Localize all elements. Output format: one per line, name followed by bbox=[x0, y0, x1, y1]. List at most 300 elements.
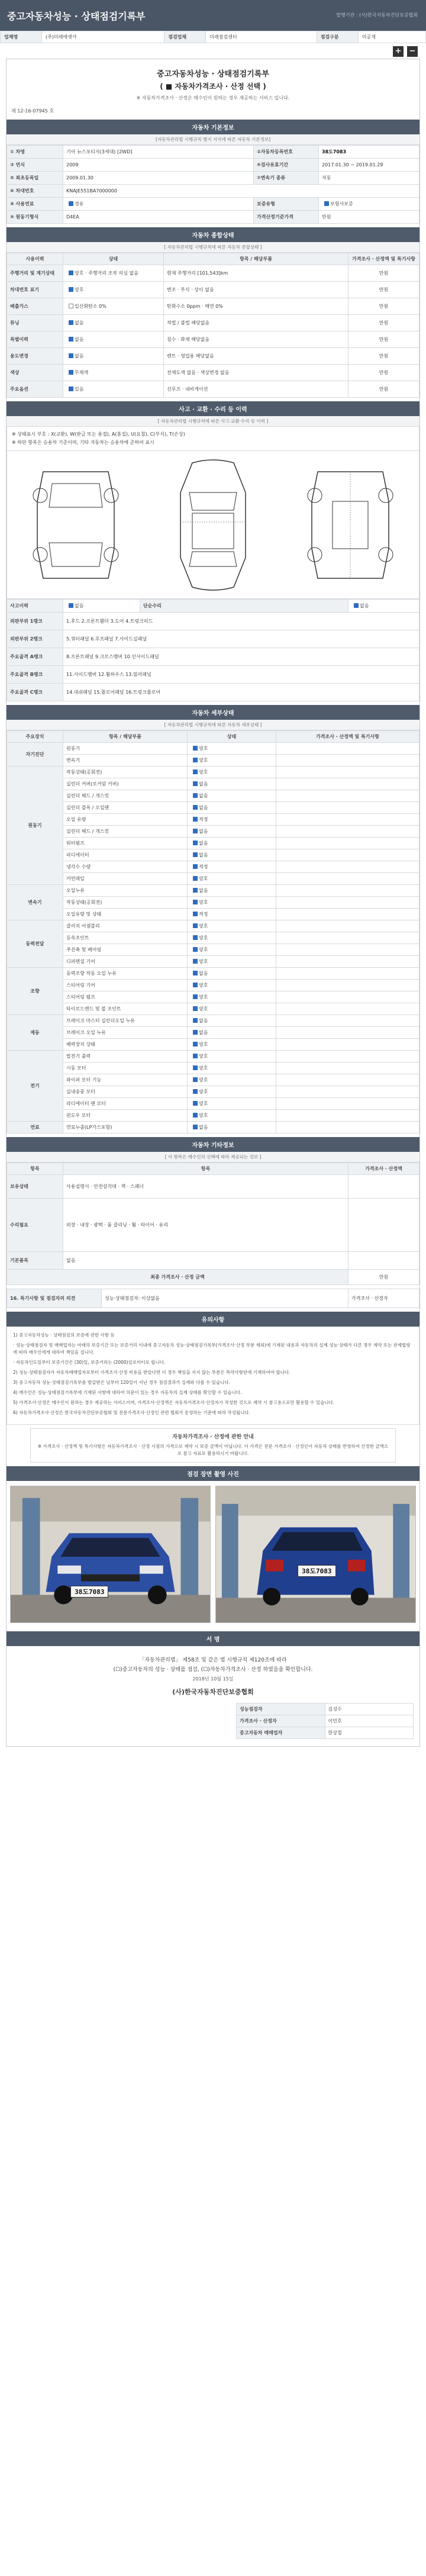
price-guide-title: 자동차가격조사 · 산정에 관한 안내 bbox=[172, 1434, 254, 1440]
rank-items: 11.사이드멤버 12.휠하우스 13.필러패널 bbox=[63, 666, 419, 684]
notice-paragraph: 4) 매수인은 성능·상태점검기록부에 기재된 사항에 대하여 의문이 있는 경우 자동차의 실제 상태를 확인할 수 있습니다. bbox=[13, 1390, 242, 1395]
detail-state bbox=[188, 932, 276, 944]
rank-label: 외판부위 1랭크 bbox=[7, 613, 63, 630]
detail-item: 연료누출(LP가스포함) bbox=[63, 1122, 188, 1134]
basic-row-value: KNAJE551BA7000000 bbox=[63, 185, 419, 198]
col-main: 주요장치 bbox=[7, 731, 63, 743]
col-item: 항목 bbox=[63, 1163, 348, 1175]
detail-state-text: 없음 bbox=[199, 829, 208, 834]
state-text: 없음 bbox=[75, 337, 84, 342]
accident-subheading: [ 자동차관리법 시행규칙에 따른 사고·교환·수리 등 이력 ] bbox=[7, 416, 419, 427]
checkbox-icon bbox=[193, 1042, 198, 1046]
detail-state bbox=[188, 861, 276, 873]
state-row-price: 만원 bbox=[348, 282, 419, 298]
detail-state bbox=[188, 920, 276, 932]
detail-item: 냉각수 수량 bbox=[63, 861, 188, 873]
state-row-price: 만원 bbox=[348, 381, 419, 398]
detail-state bbox=[188, 991, 276, 1003]
detail-group-label: 제동 bbox=[7, 1015, 63, 1051]
detail-state-text: 적정 bbox=[199, 817, 208, 822]
checkbox-icon bbox=[69, 320, 73, 325]
detail-state bbox=[188, 802, 276, 814]
detail-row bbox=[7, 778, 419, 790]
dealer-label: 업체명 bbox=[1, 31, 42, 43]
detail-item: 와이퍼 모터 기능 bbox=[63, 1074, 188, 1086]
checkbox-icon bbox=[193, 864, 198, 869]
basic-row-value: D4EA bbox=[63, 211, 254, 224]
detail-state-text: 양호 bbox=[199, 1089, 208, 1094]
state-row-label: 용도변경 bbox=[7, 348, 63, 365]
rank-items: 5.쿼터패널 6.루프패널 7.사이드실패널 bbox=[63, 630, 419, 648]
detail-price bbox=[276, 755, 419, 767]
state-row-memo: 선루프 · 내비게이션 bbox=[164, 381, 348, 398]
detail-price bbox=[276, 802, 419, 814]
state-row-memo: 현재 주행거리 [101,543]km bbox=[164, 265, 348, 282]
car-right-side-diagram bbox=[300, 460, 401, 590]
checkbox-icon bbox=[69, 353, 73, 358]
detail-row bbox=[7, 1110, 419, 1122]
checkbox-icon bbox=[193, 888, 198, 893]
checkbox-icon bbox=[193, 781, 198, 786]
detail-state bbox=[188, 1003, 276, 1015]
detail-item: 변속기 bbox=[63, 755, 188, 767]
detail-item: 라디에이터 팬 모터 bbox=[63, 1098, 188, 1110]
detail-row bbox=[7, 790, 419, 802]
checkbox-icon bbox=[193, 746, 198, 751]
detail-state-text: 양호 bbox=[199, 1054, 208, 1059]
detail-state-text: 양호 bbox=[199, 947, 208, 952]
form-subtitle: ( ■ 자동차가격조사 · 산정 선택 ) bbox=[160, 82, 266, 91]
detail-state-text: 없음 bbox=[199, 1125, 208, 1130]
detail-item: 작동상태(공회전) bbox=[63, 767, 188, 778]
signer-label: 중고자동차 매매업자 bbox=[237, 1727, 325, 1739]
detail-row bbox=[7, 849, 419, 861]
inspector-value: 미래점검센터 bbox=[206, 31, 317, 43]
detail-state bbox=[188, 1122, 276, 1134]
checkbox-icon bbox=[69, 387, 73, 391]
detail-row bbox=[7, 861, 419, 873]
col-item: 항목 / 해당부품 bbox=[164, 253, 348, 265]
accident-value bbox=[63, 600, 140, 613]
detail-row bbox=[7, 932, 419, 944]
detail-state bbox=[188, 980, 276, 991]
detail-price bbox=[276, 1051, 419, 1062]
detail-row bbox=[7, 802, 419, 814]
detail-state-text: 양호 bbox=[199, 983, 208, 988]
detail-row bbox=[7, 767, 419, 778]
basic-row-value: 2009 bbox=[63, 159, 254, 172]
col-price: 가격조사 · 산정액 bbox=[348, 1163, 419, 1175]
detail-row bbox=[7, 909, 419, 920]
status-label: 점검구분 bbox=[317, 31, 358, 43]
detail-row bbox=[7, 838, 419, 849]
checkbox-icon bbox=[193, 841, 198, 845]
rank-label: 외판부위 2랭크 bbox=[7, 630, 63, 648]
detail-price bbox=[276, 885, 419, 897]
extra-row-label: 기본품목 bbox=[7, 1252, 63, 1270]
checkbox-icon bbox=[69, 201, 73, 206]
zoom-out-button[interactable]: − bbox=[407, 46, 418, 57]
detail-state bbox=[188, 814, 276, 826]
detail-table bbox=[7, 730, 419, 1134]
detail-price bbox=[276, 873, 419, 885]
state-row-label: 배출가스 bbox=[7, 298, 63, 315]
notice-paragraph: 2) 성능·상태점검자가 자동차매매업자로부터 가격조사·산정 비용을 받았다면 이 경우 책임을 지지 않는 부분은 특약사항란에 기재하여야 합니다. bbox=[13, 1370, 291, 1375]
car-left-side-diagram bbox=[25, 460, 126, 590]
detail-row bbox=[7, 1074, 419, 1086]
state-row-memo: 전체도색 없음 · 색상변경 없음 bbox=[164, 365, 348, 381]
detail-item: 스티어링 기어 bbox=[63, 980, 188, 991]
checkbox-icon bbox=[193, 852, 198, 857]
checkbox-icon bbox=[193, 900, 198, 904]
detail-state bbox=[188, 956, 276, 968]
state-row-price: 만원 bbox=[348, 298, 419, 315]
detail-price bbox=[276, 849, 419, 861]
detail-state bbox=[188, 909, 276, 920]
checkbox-icon bbox=[193, 994, 198, 999]
checkbox-icon bbox=[193, 1006, 198, 1011]
detail-item: 추진축 및 베어링 bbox=[63, 944, 188, 956]
state-row-label: 색상 bbox=[7, 365, 63, 381]
detail-price bbox=[276, 767, 419, 778]
basic-info-table bbox=[7, 145, 419, 224]
detail-state-text: 양호 bbox=[199, 746, 208, 751]
detail-state bbox=[188, 1039, 276, 1051]
banner-title: 중고자동차성능 · 상태점검기록부 bbox=[7, 10, 146, 22]
zoom-controls bbox=[0, 43, 426, 59]
checkbox-icon bbox=[193, 1030, 198, 1035]
state-row-price: 만원 bbox=[348, 331, 419, 348]
basic-row-label: ⑧ 사용연료 bbox=[7, 198, 63, 211]
checkbox-icon bbox=[354, 603, 359, 608]
detail-price bbox=[276, 1039, 419, 1051]
detail-group-label: 자기진단 bbox=[7, 743, 63, 767]
detail-row bbox=[7, 743, 419, 755]
state-row-label: 차대번호 표기 bbox=[7, 282, 63, 298]
detail-price bbox=[276, 814, 419, 826]
sign-heading: 서 명 bbox=[7, 1631, 419, 1646]
detail-item: 오일누유 bbox=[63, 885, 188, 897]
detail-state bbox=[188, 897, 276, 909]
checkbox-icon bbox=[193, 817, 198, 822]
basic-row-label: ②자동차등록번호 bbox=[254, 146, 319, 159]
col-price: 가격조사 · 산정액 및 특기사항 bbox=[276, 731, 419, 743]
detail-price bbox=[276, 1062, 419, 1074]
sign-line: 「자동차관리법」 제58조 및 같은 법 시행규칙 제120조에 따라 bbox=[139, 1657, 287, 1663]
fuel-value: 경유 bbox=[75, 201, 84, 207]
detail-state-text: 양호 bbox=[199, 1113, 208, 1118]
basic-row-label: ③ 연식 bbox=[7, 159, 63, 172]
state-text: 없음 bbox=[75, 353, 84, 359]
detail-row bbox=[7, 873, 419, 885]
basic-row-label: ⑥ 차대번호 bbox=[7, 185, 63, 198]
license-plate-rear: 38도7083 bbox=[298, 1565, 335, 1577]
checkbox-icon bbox=[193, 912, 198, 916]
notice-paragraph: · 자동차인도일부터 보증기간은 (30)일, 보증거리는 (2000)킬로미터로 합니다. bbox=[13, 1360, 166, 1365]
detail-state-text: 양호 bbox=[199, 876, 208, 881]
state-row-memo: 렌트 · 영업용 해당없음 bbox=[164, 348, 348, 365]
photo-heading: 점검 장면 촬영 사진 bbox=[7, 1466, 419, 1481]
detail-row bbox=[7, 944, 419, 956]
detail-item: 원동기 bbox=[63, 743, 188, 755]
basic-row-value bbox=[63, 198, 254, 211]
detail-state bbox=[188, 968, 276, 980]
detail-price bbox=[276, 991, 419, 1003]
checkbox-icon bbox=[69, 271, 73, 275]
detail-price bbox=[276, 826, 419, 838]
state-row-value bbox=[63, 365, 164, 381]
detail-state-text: 양호 bbox=[199, 758, 208, 763]
state-text: 일산화탄소 0% bbox=[75, 304, 106, 309]
detail-row bbox=[7, 1062, 419, 1074]
state-row-value bbox=[63, 348, 164, 365]
signature-block bbox=[7, 1646, 419, 1703]
checkbox-icon bbox=[193, 1125, 198, 1129]
detail-state-text: 양호 bbox=[199, 959, 208, 964]
col-item: 항목 / 해당부품 bbox=[63, 731, 188, 743]
detail-state-text: 없음 bbox=[199, 888, 208, 893]
detail-state bbox=[188, 778, 276, 790]
detail-row bbox=[7, 1003, 419, 1015]
checkbox-icon bbox=[193, 876, 198, 881]
checkbox-icon bbox=[193, 793, 198, 798]
extra-row-price bbox=[348, 1252, 419, 1270]
checkbox-icon bbox=[193, 758, 198, 762]
detail-state-text: 양호 bbox=[199, 1101, 208, 1106]
extra-row-price bbox=[348, 1175, 419, 1199]
detail-state bbox=[188, 1086, 276, 1098]
notice-paragraph: 5) 가격조사·산정은 매수인이 원하는 경우 제공하는 서비스이며, 가격조사·산정액은 자동차가격조사·산정자가 작성한 것으로 계약 시 참고용으로만 활용할 수 있습니다. bbox=[13, 1400, 335, 1405]
rank-label: 주요골격 B랭크 bbox=[7, 666, 63, 684]
detail-row bbox=[7, 991, 419, 1003]
signer-value: 한상철 bbox=[325, 1727, 414, 1739]
detail-price bbox=[276, 790, 419, 802]
notice-heading: 유의사항 bbox=[7, 1312, 419, 1326]
detail-row bbox=[7, 897, 419, 909]
extra-row-label: 보유상태 bbox=[7, 1175, 63, 1199]
detail-state bbox=[188, 1098, 276, 1110]
notice-text bbox=[7, 1326, 419, 1425]
detail-item: 실린더 헤드 / 개스킷 bbox=[63, 826, 188, 838]
banner-notice: 발행기관 : (사)한국자동차진단보증협회 bbox=[336, 12, 418, 18]
form-heading bbox=[7, 59, 419, 106]
notice-paragraph: 3) 중고자동차 성능·상태점검기록부를 발급받은 날부터 120일이 지난 경우 점검결과가 실제와 다를 수 있습니다. bbox=[13, 1380, 230, 1385]
detail-state-text: 양호 bbox=[199, 1077, 208, 1083]
state-row-price: 만원 bbox=[348, 348, 419, 365]
detail-heading: 자동차 세부상태 bbox=[7, 705, 419, 720]
basic-info-heading: 자동차 기본정보 bbox=[7, 120, 419, 134]
photo-row bbox=[7, 1481, 419, 1628]
state-row-memo: 적법 / 불법 해당없음 bbox=[164, 315, 348, 331]
basic-row-value bbox=[319, 198, 419, 211]
detail-row bbox=[7, 826, 419, 838]
detail-price bbox=[276, 968, 419, 980]
extra-row-value: 사용설명서 · 안전삼각대 · 잭 · 스패너 bbox=[63, 1175, 348, 1199]
basic-row-label: ④검사유효기간 bbox=[254, 159, 319, 172]
rank-items: 8.프론트패널 9.크로스멤버 10.인사이드패널 bbox=[63, 648, 419, 666]
checkbox-icon bbox=[193, 971, 198, 975]
zoom-in-button[interactable]: + bbox=[393, 46, 404, 57]
detail-state bbox=[188, 838, 276, 849]
basic-row-label: ⑨ 원동기형식 bbox=[7, 211, 63, 224]
detail-item: 타이로드엔드 및 볼 조인트 bbox=[63, 1003, 188, 1015]
detail-state-text: 양호 bbox=[199, 994, 208, 1000]
checkbox-icon bbox=[193, 1101, 198, 1106]
detail-item: 커먼레일 bbox=[63, 873, 188, 885]
rank-items: 14.대쉬패널 15.플로어패널 16.트렁크플로어 bbox=[63, 684, 419, 701]
detail-row bbox=[7, 968, 419, 980]
detail-state bbox=[188, 755, 276, 767]
detail-price bbox=[276, 897, 419, 909]
detail-item: 실린더 블록 / 오일팬 bbox=[63, 802, 188, 814]
detail-state bbox=[188, 743, 276, 755]
license-plate-front: 38도7083 bbox=[70, 1586, 108, 1598]
detail-item: 배력장치 상태 bbox=[63, 1039, 188, 1051]
checkbox-icon bbox=[193, 829, 198, 833]
detail-row bbox=[7, 885, 419, 897]
extra-row-value: 외장 · 내장 · 광택 · 룸 클리닝 · 휠 · 타이어 · 유리 bbox=[63, 1199, 348, 1252]
detail-price bbox=[276, 1110, 419, 1122]
state-row-value bbox=[63, 381, 164, 398]
note-label: 16. 특기사항 및 점검자의 의견 bbox=[7, 1289, 102, 1308]
checkbox-icon bbox=[193, 935, 198, 940]
detail-row bbox=[7, 814, 419, 826]
checkbox-icon bbox=[69, 603, 73, 608]
price-guide-box bbox=[30, 1428, 396, 1463]
final-price-label: 최종 가격조사 · 산정 금액 bbox=[7, 1270, 348, 1285]
col-state: 상태 bbox=[63, 253, 164, 265]
detail-price bbox=[276, 838, 419, 849]
checkbox-icon bbox=[193, 1065, 198, 1070]
top-banner bbox=[0, 0, 426, 31]
car-rear-photo bbox=[215, 1486, 416, 1623]
state-row-price: 만원 bbox=[348, 265, 419, 282]
detail-group-label: 연료 bbox=[7, 1122, 63, 1134]
detail-price bbox=[276, 861, 419, 873]
checkbox-icon bbox=[69, 337, 73, 342]
detail-price bbox=[276, 1027, 419, 1039]
detail-row bbox=[7, 755, 419, 767]
detail-price bbox=[276, 956, 419, 968]
detail-item: 브레이크 오일 누유 bbox=[63, 1027, 188, 1039]
checkbox-icon bbox=[193, 1054, 198, 1058]
car-top-diagram bbox=[163, 457, 263, 593]
detail-item: 실린더 헤드 / 개스킷 bbox=[63, 790, 188, 802]
checkbox-icon bbox=[69, 304, 73, 308]
sign-organization: (사)한국자동차진단보증협회 bbox=[172, 1688, 254, 1696]
repair-value bbox=[348, 600, 419, 613]
detail-item: 동력조향 작동 오일 누유 bbox=[63, 968, 188, 980]
detail-row bbox=[7, 980, 419, 991]
state-text: 양호 · 주행거리 조작 의심 없음 bbox=[75, 271, 138, 276]
detail-group-label: 동력전달 bbox=[7, 920, 63, 968]
detail-price bbox=[276, 1074, 419, 1086]
checkbox-icon bbox=[193, 1089, 198, 1094]
state-row-label: 튜닝 bbox=[7, 315, 63, 331]
detail-price bbox=[276, 743, 419, 755]
extra-info-subheading: [ 이 항목은 매수인의 선택에 따라 제공되는 정보 ] bbox=[7, 1152, 419, 1163]
detail-state bbox=[188, 849, 276, 861]
detail-state-text: 없음 bbox=[199, 1030, 208, 1035]
detail-price bbox=[276, 932, 419, 944]
detail-price bbox=[276, 1086, 419, 1098]
checkbox-icon bbox=[193, 1018, 198, 1023]
detail-item: 실린더 커버(로커암 커버) bbox=[63, 778, 188, 790]
legend-line: ※ 상태표시 부호 : X(교환), W(판금 또는 용접), A(흠집), U(요철), C(부식), T(손상) bbox=[12, 432, 185, 437]
detail-price bbox=[276, 778, 419, 790]
checkbox-icon bbox=[193, 1077, 198, 1082]
header-info-table bbox=[0, 31, 426, 43]
detail-item: 스티어링 펌프 bbox=[63, 991, 188, 1003]
extra-info-table bbox=[7, 1163, 419, 1285]
detail-item: 디퍼렌셜 기어 bbox=[63, 956, 188, 968]
detail-state bbox=[188, 1062, 276, 1074]
detail-group-label: 조향 bbox=[7, 968, 63, 1015]
detail-item: 시동 모터 bbox=[63, 1062, 188, 1074]
detail-item: 발전기 출력 bbox=[63, 1051, 188, 1062]
notice-paragraph: 1) 중고자동차성능 · 상태점검의 보증에 관한 사항 등 bbox=[13, 1332, 115, 1338]
checkbox-icon bbox=[193, 805, 198, 810]
detail-state-text: 양호 bbox=[199, 1042, 208, 1047]
basic-info-subheading: [자동차관리법 시행규칙 별지 서식에 따른 자동차 기본정보] bbox=[7, 134, 419, 145]
sign-line: (☐)중고자동차의 성능 · 상태를 점검, (☐)자동차가격조사 · 산정 하였음을 확인합니다. bbox=[113, 1667, 313, 1673]
detail-row bbox=[7, 1051, 419, 1062]
car-front-photo bbox=[10, 1486, 211, 1623]
detail-state-text: 양호 bbox=[199, 1006, 208, 1012]
signer-value: 김성수 bbox=[325, 1704, 414, 1715]
accident-legend bbox=[7, 427, 419, 451]
extra-row-price bbox=[348, 1199, 419, 1252]
rank-label: 주요골격 A랭크 bbox=[7, 648, 63, 666]
detail-item: 윈도우 모터 bbox=[63, 1110, 188, 1122]
basic-row-value: 자동 bbox=[319, 172, 419, 185]
detail-state bbox=[188, 790, 276, 802]
repair-label: 단순수리 bbox=[140, 600, 348, 613]
extra-row-label: 수리필요 bbox=[7, 1199, 63, 1252]
detail-state bbox=[188, 826, 276, 838]
detail-state-text: 없음 bbox=[199, 793, 208, 798]
checkbox-icon bbox=[193, 959, 198, 964]
signer-label: 가격조사 · 산정자 bbox=[237, 1715, 325, 1727]
state-row-memo: 변조 · 부식 · 상이 없음 bbox=[164, 282, 348, 298]
state-row-price: 만원 bbox=[348, 315, 419, 331]
accident-label: 사고이력 bbox=[7, 600, 63, 613]
detail-state-text: 없음 bbox=[199, 971, 208, 976]
inspector-label: 점검업체 bbox=[164, 31, 206, 43]
detail-row bbox=[7, 1122, 419, 1134]
checkbox-icon bbox=[324, 201, 329, 206]
state-row-memo: 탄화수소 0ppm · 매연 0% bbox=[164, 298, 348, 315]
checkbox-icon bbox=[193, 947, 198, 952]
basic-row-label: ⑤ 최초등록일 bbox=[7, 172, 63, 185]
checkbox-icon bbox=[69, 370, 73, 375]
state-text: 있음 bbox=[75, 387, 84, 392]
col-price: 가격조사 · 산정액 및 특기사항 bbox=[348, 253, 419, 265]
detail-state bbox=[188, 1027, 276, 1039]
state-row-value bbox=[63, 315, 164, 331]
detail-row bbox=[7, 1027, 419, 1039]
detail-price bbox=[276, 944, 419, 956]
price-guide-text: ※ 가격조사 · 산정액 및 특기사항은 자동차가격조사 · 산정 시점의 가격으로 계약 시 보증 금액이 아닙니다. 이 가격은 전문 가격조사 · 산정인이 자동차 상태를 반영하여 산정한 금액으로 참고 자료로 활용하시기 바랍니다. bbox=[37, 1444, 389, 1456]
detail-row bbox=[7, 1098, 419, 1110]
detail-row bbox=[7, 1039, 419, 1051]
detail-state bbox=[188, 885, 276, 897]
note-value: 성능·상태점검자: 이상없음 bbox=[102, 1289, 348, 1308]
detail-state-text: 양호 bbox=[199, 923, 208, 929]
note-price: 가격조사 · 산정자 bbox=[348, 1289, 419, 1308]
detail-state-text: 없음 bbox=[199, 852, 208, 858]
col-item: 항목 bbox=[7, 1163, 63, 1175]
